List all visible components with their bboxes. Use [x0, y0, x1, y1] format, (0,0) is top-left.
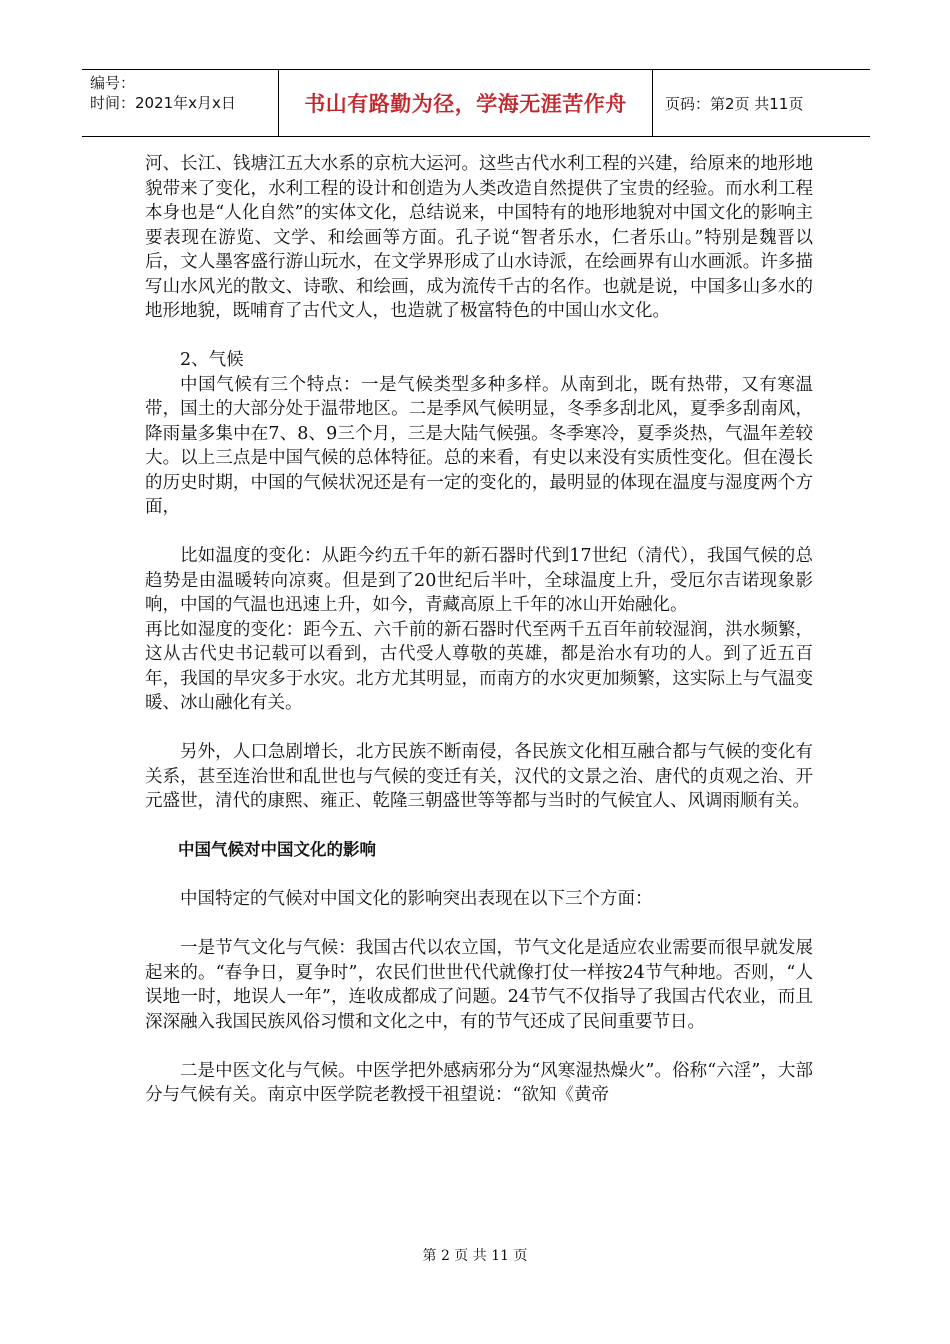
- document-number-label: 编号：: [90, 74, 136, 92]
- paragraph-climate-features: 中国气候有三个特点：一是气候类型多种多样。从南到北，既有热带，又有寒温带，国土的大部分处于温带地区。二是季风气候明显，冬季多刮北风，夏季多刮南风，降雨量多集中在7、8、9三个月，三是大陆气候强。冬季寒冷，夏季炎热，气温年差较大。以上三点是中国气候的总体特征。总的来看，有史以来没有实质性变化。但在漫长的历史时期，中国的气候状况还是有一定的变化的，最明显的体现在温度与湿度两个方面，: [145, 374, 813, 517]
- paragraph-influence-intro: 中国特定的气候对中国文化的影响突出表现在以下三个方面：: [180, 889, 653, 909]
- header-page-number: 页码：第2页 共11页: [665, 94, 804, 113]
- page-header: [82, 69, 870, 137]
- paragraph-population-climate: 另外，人口急剧增长，北方民族不断南侵，各民族文化相互融合都与气候的变化有关系，甚至连治世和乱世也与气候的变迁有关，汉代的文景之治、唐代的贞观之治、开元盛世，清代的康熙、雍正、乾隆三朝盛世等等都与当时的气候宜人、风调雨顺有关。: [145, 742, 813, 811]
- document-date: 时间：2021年x月x日: [90, 94, 236, 112]
- paragraph-humidity-change: 再比如湿度的变化：距今五、六千前的新石器时代至两千五百年前较湿润，洪水频繁，这从古代史书记载可以看到，古代受人尊敬的英雄，都是治水有功的人。到了近五百年，我国的旱灾多于水灾。北方尤其明显，而南方的水灾更加频繁，这实际上与气温变暖、冰山融化有关。: [145, 619, 813, 713]
- document-body: [145, 152, 813, 1108]
- header-meta: [82, 70, 278, 136]
- paragraph-landform-continued: 河、长江、钱塘江五大水系的京杭大运河。这些古代水利工程的兴建，给原来的地形地貌带来了变化，水利工程的设计和创造为人类改造自然提供了宝贵的经验。而水利工程本身也是“人化自然”的实体文化，总结说来，中国特有的地形地貌对中国文化的影响主要表现在游览、文学、和绘画等方面。孔子说“智者乐水，仁者乐山。”特别是魏晋以后，文人墨客盛行游山玩水，在文学界形成了山水诗派，在绘画界有山水画派。许多描写山水风光的散文、诗歌、和绘画，成为流传千古的名作。也就是说，中国多山多水的地形地貌，既哺育了古代文人，也造就了极富特色的中国山水文化。: [145, 154, 813, 321]
- page-footer: 第 2 页 共 11 页: [422, 1248, 528, 1264]
- paragraph-temperature-change: 比如温度的变化：从距今约五千年的新石器时代到17世纪（清代），我国气候的总趋势是由温暖转向凉爽。但是到了20世纪后半叶，全球温度上升，受厄尔吉诺现象影响，中国的气温也迅速上升，如今，青藏高原上千年的冰山开始融化。: [145, 546, 813, 615]
- header-motto: 书山有路勤为径，学海无涯苦作舟: [278, 70, 653, 136]
- paragraph-solar-terms: 一是节气文化与气候：我国古代以农立国，节气文化是适应农业需要而很早就发展起来的。“春争日，夏争时”，农民们世世代代就像打仗一样按24节气种地。否则，“人误地一时，地误人一年”，连收成都成了问题。24节气不仅指导了我国古代农业，而且深深融入我国民族风俗习惯和文化之中，有的节气还成了民间重要节日。: [145, 938, 813, 1032]
- paragraph-chinese-medicine: 二是中医文化与气候。中医学把外感病邪分为“风寒湿热燥火”。俗称“六淫”，大部分与气候有关。南京中医学院老教授干祖望说：“欲知《黄帝: [145, 1060, 813, 1105]
- section-title-climate: 2、气候: [180, 350, 244, 370]
- section-heading-climate-influence: 中国气候对中国文化的影响: [178, 840, 376, 859]
